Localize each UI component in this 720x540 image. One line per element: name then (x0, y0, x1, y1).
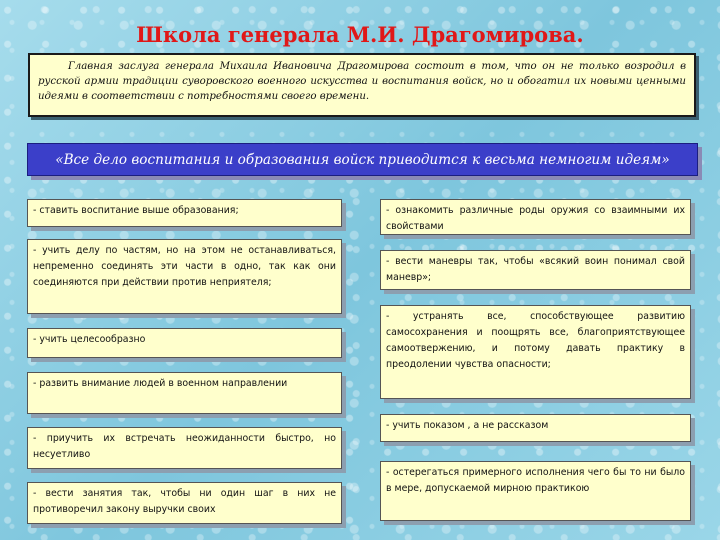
right-item-3: - устранять все, способствующее развитию самосохранения и поощрять все, благоприятствующее самоотвержению, и потому давать практику в преодолении чувства опасности; (380, 305, 691, 399)
left-item-4: - развить внимание людей в военном направлении (27, 372, 342, 414)
right-item-1: - ознакомить различные роды оружия со взаимными их свойствами (380, 199, 691, 235)
slide-title: Школа генерала М.И. Драгомирова. (136, 22, 584, 47)
right-item-5: - остерегаться примерного исполнения чего бы то ни было в мере, допускаемой мирною практикою (380, 461, 691, 521)
right-item-2: - вести маневры так, чтобы «всякий воин понимал свой маневр»; (380, 250, 691, 290)
quote-banner: «Все дело воспитания и образования войск приводится к весьма немногим идеям» (27, 143, 698, 176)
left-item-6: - вести занятия так, чтобы ни один шаг в них не противоречил закону выручки своих (27, 482, 342, 524)
left-item-5: - приучить их встречать неожиданности быстро, но несуетливо (27, 427, 342, 469)
left-item-1: - ставить воспитание выше образования; (27, 199, 342, 227)
intro-text-box: Главная заслуга генерала Михаила Ивановича Драгомирова состоит в том, что он не только возродил в русской армии традиции суворовского военного искусства и воспитания войск, но и обогатил их новыми ценными идеями в соответствии с потребностями своего времени. (28, 53, 696, 117)
left-item-2: - учить делу по частям, но на этом не останавливаться, непременно соединять эти части в одно, так как они соединяются при действии против неприятеля; (27, 239, 342, 314)
left-item-3: - учить целесообразно (27, 328, 342, 358)
right-item-4: - учить показом , а не рассказом (380, 414, 691, 442)
